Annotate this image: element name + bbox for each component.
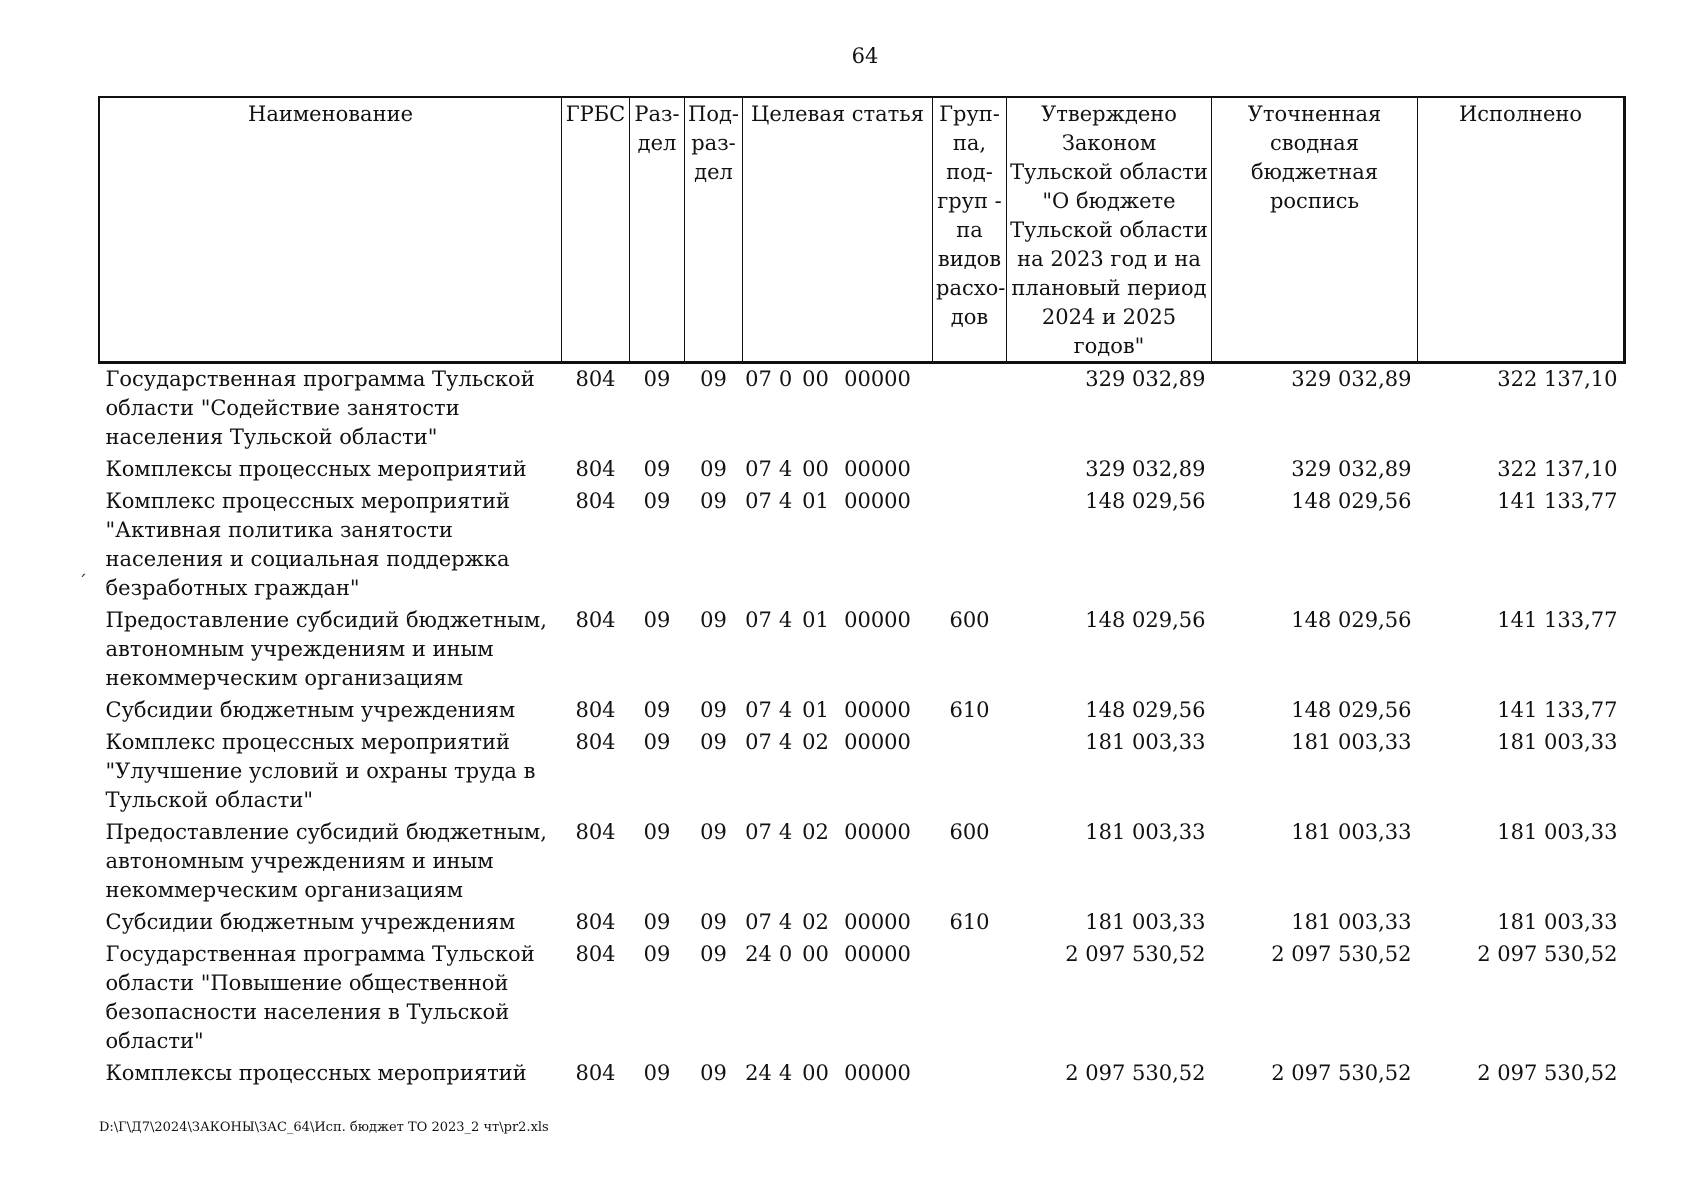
row-razdel: 09 [643,367,671,391]
header-podrazdel: Под- раз- дел [685,98,743,362]
row-name: Субсидии бюджетным учреждениям [105,698,516,722]
row-target-article [743,905,933,937]
row-approved: 148 029,56 [1085,489,1206,513]
table-row [100,603,1624,693]
target-article-part: 07 [745,820,772,844]
row-target-article [743,603,933,693]
row-target-article [743,362,933,453]
row-name: Комплексы процессных мероприятий [105,457,527,481]
row-expense-group [933,484,1007,603]
row-razdel: 09 [643,942,671,966]
row-grbs: 804 [575,608,616,632]
target-article-part: 4 [778,698,793,722]
row-executed: 141 133,77 [1497,698,1618,722]
row-expense-group: 600 [949,820,990,844]
row-expense-group [933,937,1007,1056]
header-target-article: Целевая статья [743,98,933,362]
row-podrazdel: 09 [700,457,727,481]
row-expense-group [933,725,1007,815]
row-grbs: 804 [575,698,616,722]
row-approved: 181 003,33 [1085,730,1206,754]
target-article-part: 00000 [844,489,911,513]
table-row [100,484,1624,603]
target-article-part: 07 [745,489,772,513]
row-refined: 148 029,56 [1291,698,1412,722]
row-podrazdel: 09 [700,730,727,754]
target-article-part: 0 [778,942,793,966]
target-article-part: 0 [778,367,793,391]
row-executed: 322 137,10 [1497,457,1618,481]
target-article-part: 02 [802,910,829,934]
row-refined: 329 032,89 [1291,457,1412,481]
row-podrazdel: 09 [700,820,727,844]
row-approved: 329 032,89 [1085,367,1206,391]
header-executed: Исполнено [1418,98,1624,362]
row-podrazdel: 09 [700,942,727,966]
row-refined: 2 097 530,52 [1271,942,1412,966]
header-grbs: ГРБС [562,98,630,362]
row-target-article [743,1056,933,1088]
target-article-part: 07 [745,608,772,632]
page-number: 64 [851,44,879,68]
target-article-part: 4 [778,489,793,513]
row-executed: 322 137,10 [1497,367,1618,391]
row-refined: 181 003,33 [1291,730,1412,754]
target-article-part: 4 [778,1061,793,1085]
row-name: Предоставление субсидий бюджетным, автономным учреждениям и иным некоммерческим организациям [105,820,547,902]
file-path-footer: D:\Г\Д7\2024\ЗАКОНЫ\ЗАС_64\Исп. бюджет ТО 2023_2 чт\pr2.xls [99,1120,549,1135]
row-approved: 181 003,33 [1085,910,1206,934]
target-article-part: 00 [802,1061,829,1085]
target-article-part: 00000 [844,608,911,632]
row-grbs: 804 [575,1061,616,1085]
budget-table [99,97,1624,1088]
budget-table-frame [99,97,1623,1088]
table-row [100,362,1624,453]
row-podrazdel: 09 [700,1061,727,1085]
header-name: Наименование [100,98,562,362]
row-podrazdel: 09 [700,489,727,513]
row-expense-group: 610 [949,910,990,934]
target-article-part: 00000 [844,698,911,722]
row-name: Субсидии бюджетным учреждениям [105,910,516,934]
row-target-article [743,937,933,1056]
row-expense-group: 610 [949,698,990,722]
row-razdel: 09 [643,1061,671,1085]
table-header-row [100,98,1624,362]
target-article-part: 00000 [844,910,911,934]
target-article-part: 01 [802,698,829,722]
row-expense-group: 600 [949,608,990,632]
target-article-part: 01 [802,608,829,632]
row-podrazdel: 09 [700,910,727,934]
target-article-part: 07 [745,698,772,722]
row-razdel: 09 [643,698,671,722]
row-grbs: 804 [575,910,616,934]
row-name: Комплекс процессных мероприятий "Улучшение условий и охраны труда в Тульской области" [105,730,536,812]
target-article-part: 07 [745,910,772,934]
table-body [100,362,1624,1089]
target-article-part: 4 [778,820,793,844]
row-approved: 148 029,56 [1085,608,1206,632]
row-razdel: 09 [643,910,671,934]
header-razdel: Раз- дел [630,98,685,362]
row-executed: 2 097 530,52 [1477,942,1618,966]
table-row [100,937,1624,1056]
target-article-part: 00000 [844,1061,911,1085]
row-podrazdel: 09 [700,608,727,632]
target-article-part: 24 [745,942,772,966]
row-executed: 141 133,77 [1497,489,1618,513]
row-expense-group [933,452,1007,484]
table-row [100,452,1624,484]
target-article-part: 00000 [844,367,911,391]
row-target-article [743,725,933,815]
target-article-part: 00 [802,457,829,481]
row-approved: 148 029,56 [1085,698,1206,722]
row-name: Государственная программа Тульской области "Содействие занятости населения Тульской области" [105,367,535,449]
target-article-part: 07 [745,457,772,481]
target-article-part: 07 [745,367,772,391]
pen-mark: ˊ [78,572,87,593]
row-executed: 181 003,33 [1497,730,1618,754]
target-article-part: 00 [802,942,829,966]
row-podrazdel: 09 [700,698,727,722]
target-article-part: 24 [745,1061,772,1085]
table-row [100,1056,1624,1088]
target-article-part: 02 [802,730,829,754]
row-name: Комплексы процессных мероприятий [105,1061,527,1085]
row-refined: 148 029,56 [1291,608,1412,632]
target-article-part: 4 [778,608,793,632]
row-executed: 2 097 530,52 [1477,1061,1618,1085]
target-article-part: 4 [778,457,793,481]
header-expense-group: Груп- па, под- груп - па видов расхо- дов [933,98,1007,362]
header-approved: Утверждено Законом Тульской области "О бюджете Тульской области на 2023 год и на плановый период 2024 и 2025 годов" [1007,98,1212,362]
target-article-part: 00000 [844,730,911,754]
target-article-part: 00 [802,367,829,391]
row-approved: 2 097 530,52 [1065,942,1206,966]
row-target-article [743,693,933,725]
table-row [100,725,1624,815]
row-grbs: 804 [575,730,616,754]
row-razdel: 09 [643,820,671,844]
table-row [100,693,1624,725]
target-article-part: 00000 [844,820,911,844]
row-grbs: 804 [575,942,616,966]
target-article-part: 02 [802,820,829,844]
row-grbs: 804 [575,367,616,391]
row-grbs: 804 [575,489,616,513]
row-refined: 329 032,89 [1291,367,1412,391]
row-expense-group [933,362,1007,453]
target-article-part: 4 [778,730,793,754]
header-refined: Уточненная сводная бюджетная роспись [1212,98,1418,362]
target-article-part: 07 [745,730,772,754]
row-razdel: 09 [643,489,671,513]
row-razdel: 09 [643,730,671,754]
row-target-article [743,484,933,603]
row-executed: 181 003,33 [1497,820,1618,844]
row-approved: 181 003,33 [1085,820,1206,844]
target-article-part: 4 [778,910,793,934]
row-target-article [743,815,933,905]
row-approved: 2 097 530,52 [1065,1061,1206,1085]
target-article-part: 01 [802,489,829,513]
row-name: Комплекс процессных мероприятий "Активная политика занятости населения и социальная поддержка безработных граждан" [105,489,510,600]
row-grbs: 804 [575,457,616,481]
table-row [100,815,1624,905]
row-refined: 181 003,33 [1291,820,1412,844]
row-refined: 181 003,33 [1291,910,1412,934]
row-name: Государственная программа Тульской области "Повышение общественной безопасности населения в Тульской области" [105,942,535,1053]
row-razdel: 09 [643,457,671,481]
row-refined: 2 097 530,52 [1271,1061,1412,1085]
row-expense-group [933,1056,1007,1088]
row-name: Предоставление субсидий бюджетным, автономным учреждениям и иным некоммерческим организациям [105,608,547,690]
row-target-article [743,452,933,484]
row-grbs: 804 [575,820,616,844]
row-executed: 141 133,77 [1497,608,1618,632]
row-refined: 148 029,56 [1291,489,1412,513]
table-row [100,905,1624,937]
target-article-part: 00000 [844,942,911,966]
row-approved: 329 032,89 [1085,457,1206,481]
row-executed: 181 003,33 [1497,910,1618,934]
target-article-part: 00000 [844,457,911,481]
row-podrazdel: 09 [700,367,727,391]
row-razdel: 09 [643,608,671,632]
